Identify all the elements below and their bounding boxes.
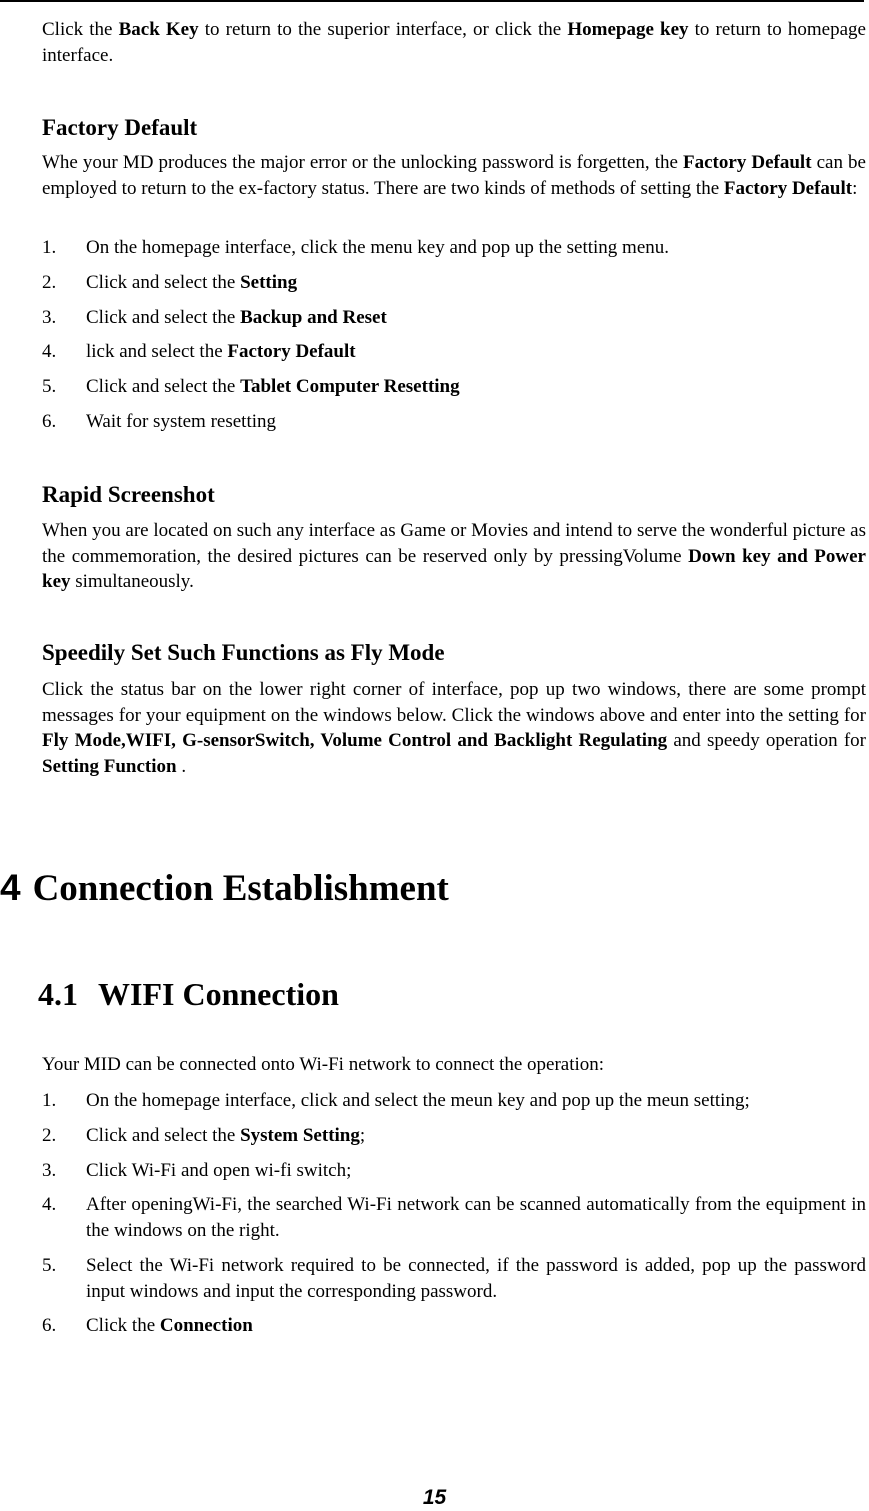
chapter-number: 4: [0, 867, 21, 908]
fly-mode-paragraph: Click the status bar on the lower right corner of interface, pop up two windows, there are some prompt messages for your equipment on the windows below. Click the windows above and enter into the setting for Fly Mode,WIFI, G-sensorSwitch, Volume Control and Backlight Regulating and speedy operation for Setting Function .: [42, 679, 866, 777]
factory-step-6: 6. Wait for system resetting: [42, 411, 277, 432]
factory-step-3: 3. Click and select the Backup and Reset: [42, 307, 387, 328]
wifi-step-4: 4. After openingWi-Fi, the searched Wi-Fi network can be scanned automatically from the equipment in the windows on the right.: [42, 1194, 866, 1241]
section-heading: [38, 972, 339, 1016]
factory-step-4: 4. lick and select the Factory Default: [42, 341, 356, 362]
wifi-step-1: 1. On the homepage interface, click and select the meun key and pop up the meun setting;: [42, 1090, 750, 1111]
chapter-heading: [0, 862, 449, 915]
factory-step-1: 1. On the homepage interface, click the menu key and pop up the setting menu.: [42, 237, 670, 258]
wifi-intro: Your MID can be connected onto Wi-Fi network to connect the operation:: [42, 1054, 605, 1075]
chapter-title: Connection Establishment: [32, 868, 449, 909]
section-number: 4.1: [38, 976, 78, 1012]
header-rule: [0, 0, 864, 2]
wifi-step-6: 6. Click the Connection: [42, 1315, 253, 1336]
wifi-step-5: 5. Select the Wi-Fi network required to be connected, if the password is added, pop up the password input windows and input the corresponding password.: [42, 1255, 866, 1302]
rapid-screenshot-paragraph: When you are located on such any interface as Game or Movies and intend to serve the wonderful picture as the commemoration, the desired pictures can be reserved only by pressingVolume Down key and Power key simultaneously.: [42, 520, 866, 592]
page-number: 15: [422, 1486, 447, 1509]
factory-step-5: 5. Click and select the Tablet Computer Resetting: [42, 376, 460, 397]
section-title: WIFI Connection: [98, 976, 339, 1012]
wifi-step-2: 2. Click and select the System Setting;: [42, 1125, 366, 1146]
factory-default-paragraph: Whe your MD produces the major error or the unlocking password is forgetten, the Factory Default can be employed to return to the ex-factory status. There are two kinds of methods of setting the Factory Default:: [42, 152, 866, 199]
factory-default-heading: Factory Default: [42, 115, 198, 140]
fly-mode-heading: Speedily Set Such Functions as Fly Mode: [42, 640, 445, 665]
factory-step-2: 2. Click and select the Setting: [42, 272, 298, 293]
rapid-screenshot-heading: Rapid Screenshot: [42, 482, 215, 507]
wifi-step-3: 3. Click Wi-Fi and open wi-fi switch;: [42, 1160, 352, 1181]
intro-paragraph: Click the Back Key to return to the superior interface, or click the Homepage key to return to homepage interface.: [42, 19, 866, 66]
